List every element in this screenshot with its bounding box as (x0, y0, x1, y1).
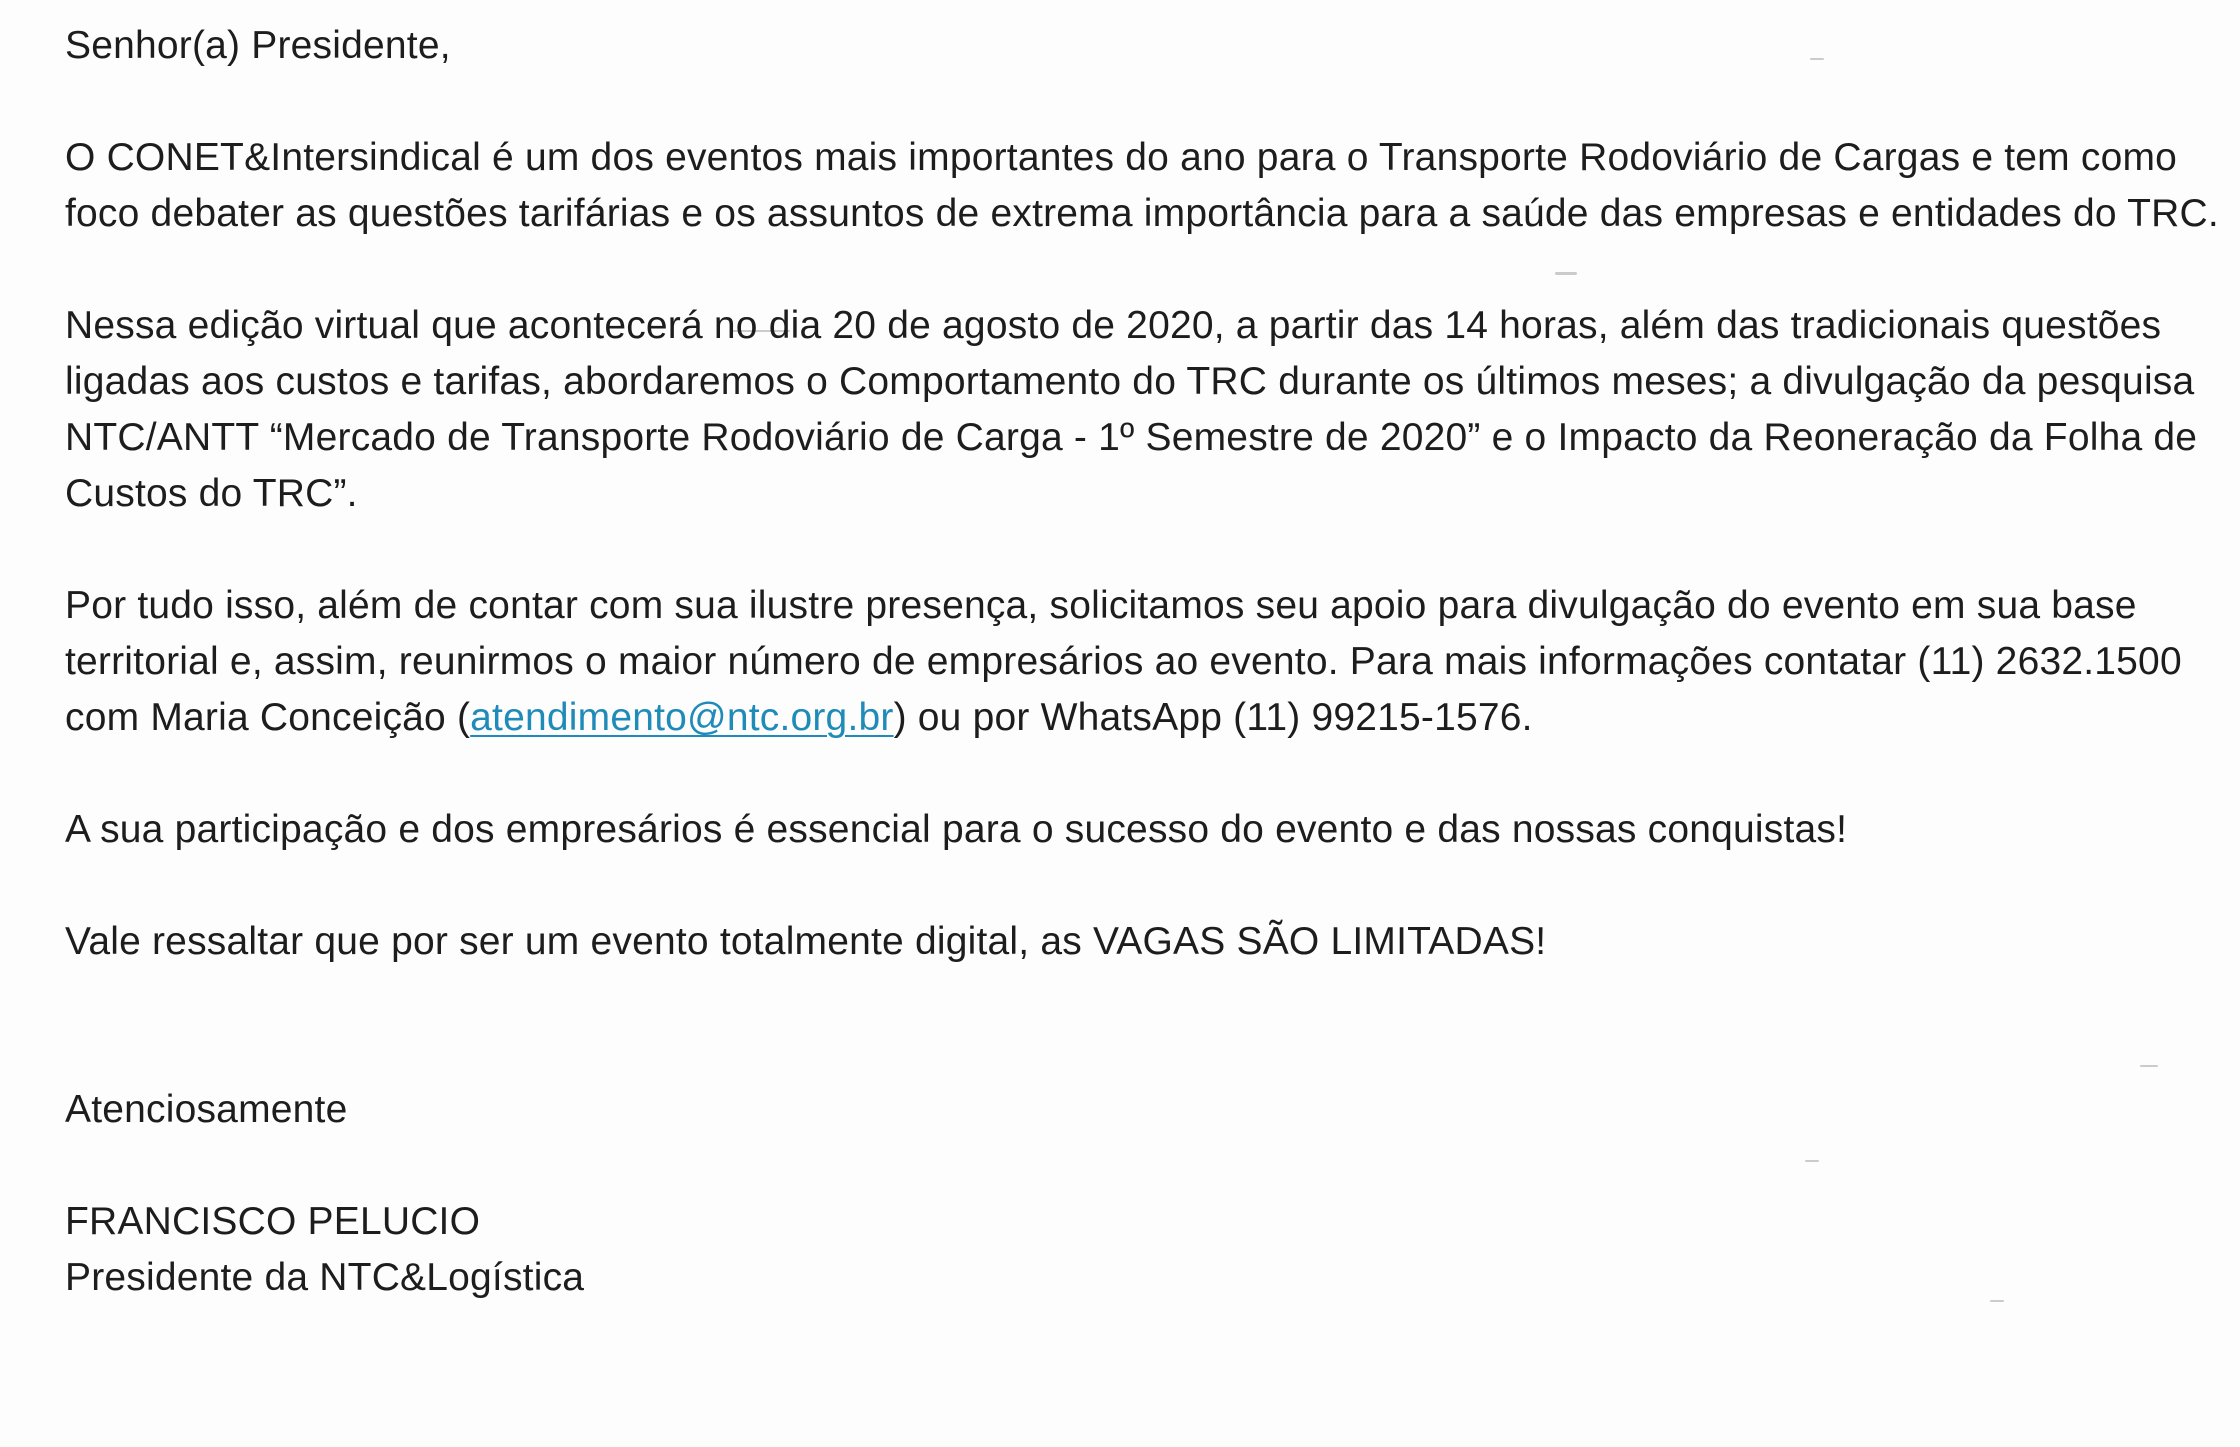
paragraph-event-intro: O CONET&Intersindical é um dos eventos mais importantes do ano para o Transporte Rodoviário de Cargas e tem como foco debater as questões tarifárias e os assuntos de extrema importância para a saúde das empresas e entidades do TRC. (65, 136, 2219, 235)
greeting: Senhor(a) Presidente, (65, 24, 451, 67)
email-link[interactable]: atendimento@ntc.org.br (470, 696, 894, 739)
contact-text-before: Por tudo isso, além de contar com sua ilustre presença, solicitamos seu apoio para divulgação do evento em sua base territorial e, assim, reunirmos o maior número de empresários ao evento. Para mais informações contatar (11) 2632.1500 com Maria Conceição ( (65, 584, 2182, 739)
signer-name: FRANCISCO PELUCIO (65, 1200, 481, 1243)
closing: Atenciosamente (65, 1088, 348, 1131)
paragraph-limited-seats: Vale ressaltar que por ser um evento totalmente digital, as VAGAS SÃO LIMITADAS! (65, 920, 1547, 963)
signer-title: Presidente da NTC&Logística (65, 1256, 585, 1299)
paragraph-event-details: Nessa edição virtual que acontecerá no dia 20 de agosto de 2020, a partir das 14 horas, além das tradicionais questões ligadas aos custos e tarifas, abordaremos o Comportamento do TRC durante os últimos meses; a divulgação da pesquisa NTC/ANTT “Mercado de Transporte Rodoviário de Carga - 1º Semestre de 2020” e o Impacto da Reoneração da Folha de Custos do TRC”. (65, 304, 2198, 515)
paragraph-contact (65, 578, 2235, 746)
contact-text-after: ) ou por WhatsApp (11) 99215-1576. (893, 696, 1533, 739)
paragraph-participation: A sua participação e dos empresários é essencial para o sucesso do evento e das nossas conquistas! (65, 808, 1848, 851)
letter-body (65, 18, 2235, 1306)
